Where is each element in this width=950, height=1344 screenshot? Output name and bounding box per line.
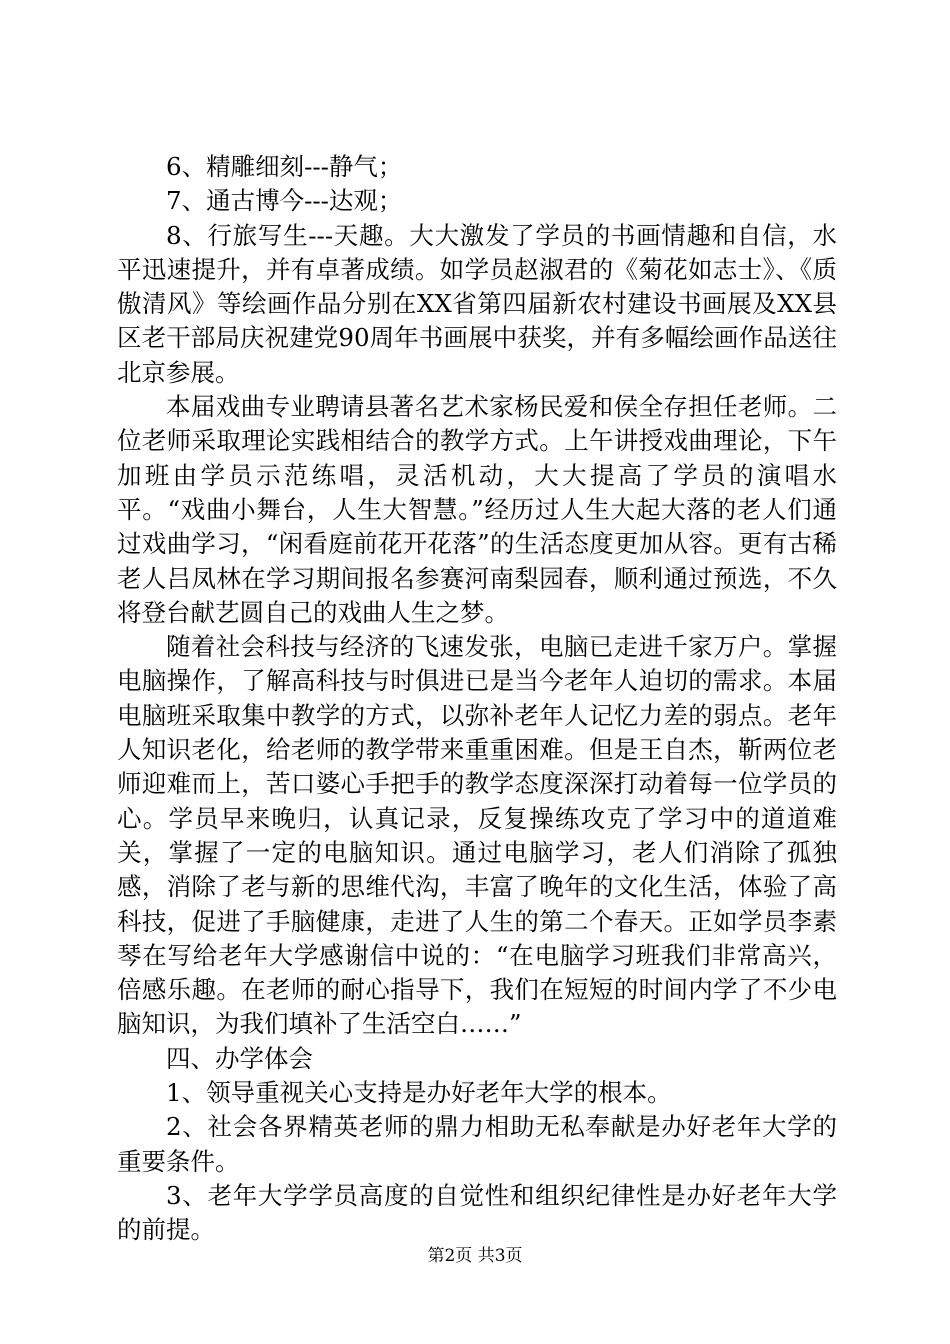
paragraph-item-8-painting: 8、行旅写生---天趣。大大激发了学员的书画情趣和自信，水平迅速提升，并有卓著成绩。如学员赵淑君的《菊花如志士》、《质傲清风》等绘画作品分别在XX省第四届新农村建设书画展及XX县区老干部局庆祝建党90周年书画展中获奖，并有多幅绘画作品送往北京参展。 xyxy=(117,220,837,387)
paragraph-experience-3: 3、老年大学学员高度的自觉性和组织纪律性是办好老年大学的前提。 xyxy=(117,1180,837,1245)
paragraph-experience-2: 2、社会各界精英老师的鼎力相助无私奉献是办好老年大学的重要条件。 xyxy=(117,1112,837,1176)
paragraph-opera-class: 本届戏曲专业聘请县著名艺术家杨民爱和侯全存担任老师。二位老师采取理论实践相结合的教学方式。上午讲授戏曲理论，下午加班由学员示范练唱，灵活机动，大大提高了学员的演唱水平。“戏曲小舞台，人生大智慧。”经历过人生大起大落的老人们通过戏曲学习，“闲看庭前花开花落”的生活态度更加从容。更有古稀老人吕凤林在学习期间报名参赛河南梨园春，顺利通过预选，不久将登台献艺圆自己的戏曲人生之梦。 xyxy=(117,392,837,627)
paragraph-computer-class: 随着社会科技与经济的飞速发张，电脑已走进千家万户。掌握电脑操作，了解高科技与时俱进已是当今老年人迫切的需求。本届电脑班采取集中教学的方式，以弥补老年人记忆力差的弱点。老年人知识老化，给老师的教学带来重重困难。但是王自杰，靳两位老师迎难而上，苦口婆心手把手的教学态度深深打动着每一位学员的心。学员早来晚归，认真记录，反复操练攻克了学习中的道道难关，掌握了一定的电脑知识。通过电脑学习，老人们消除了孤独感，消除了老与新的思维代沟，丰富了晚年的文化生活，体验了高科技，促进了手脑健康，走进了人生的第二个春天。正如学员李素琴在写给老年大学感谢信中说的：“在电脑学习班我们非常高兴，倍感乐趣。在老师的耐心指导下，我们在短短的时间内学了不少电脑知识，为我们填补了生活空白……” xyxy=(117,632,837,1039)
paragraph-item-6: 6、精雕细刻---静气； xyxy=(166,152,403,181)
document-body xyxy=(117,150,837,1248)
paragraph-experience-1: 1、领导重视关心支持是办好老年大学的根本。 xyxy=(166,1078,672,1108)
section-heading-experience: 四、办学体会 xyxy=(166,1043,313,1073)
page-number: 第2页 共3页 xyxy=(427,1246,523,1266)
page-footer xyxy=(0,1245,950,1267)
paragraph-item-7: 7、通古博今---达观； xyxy=(166,186,403,216)
